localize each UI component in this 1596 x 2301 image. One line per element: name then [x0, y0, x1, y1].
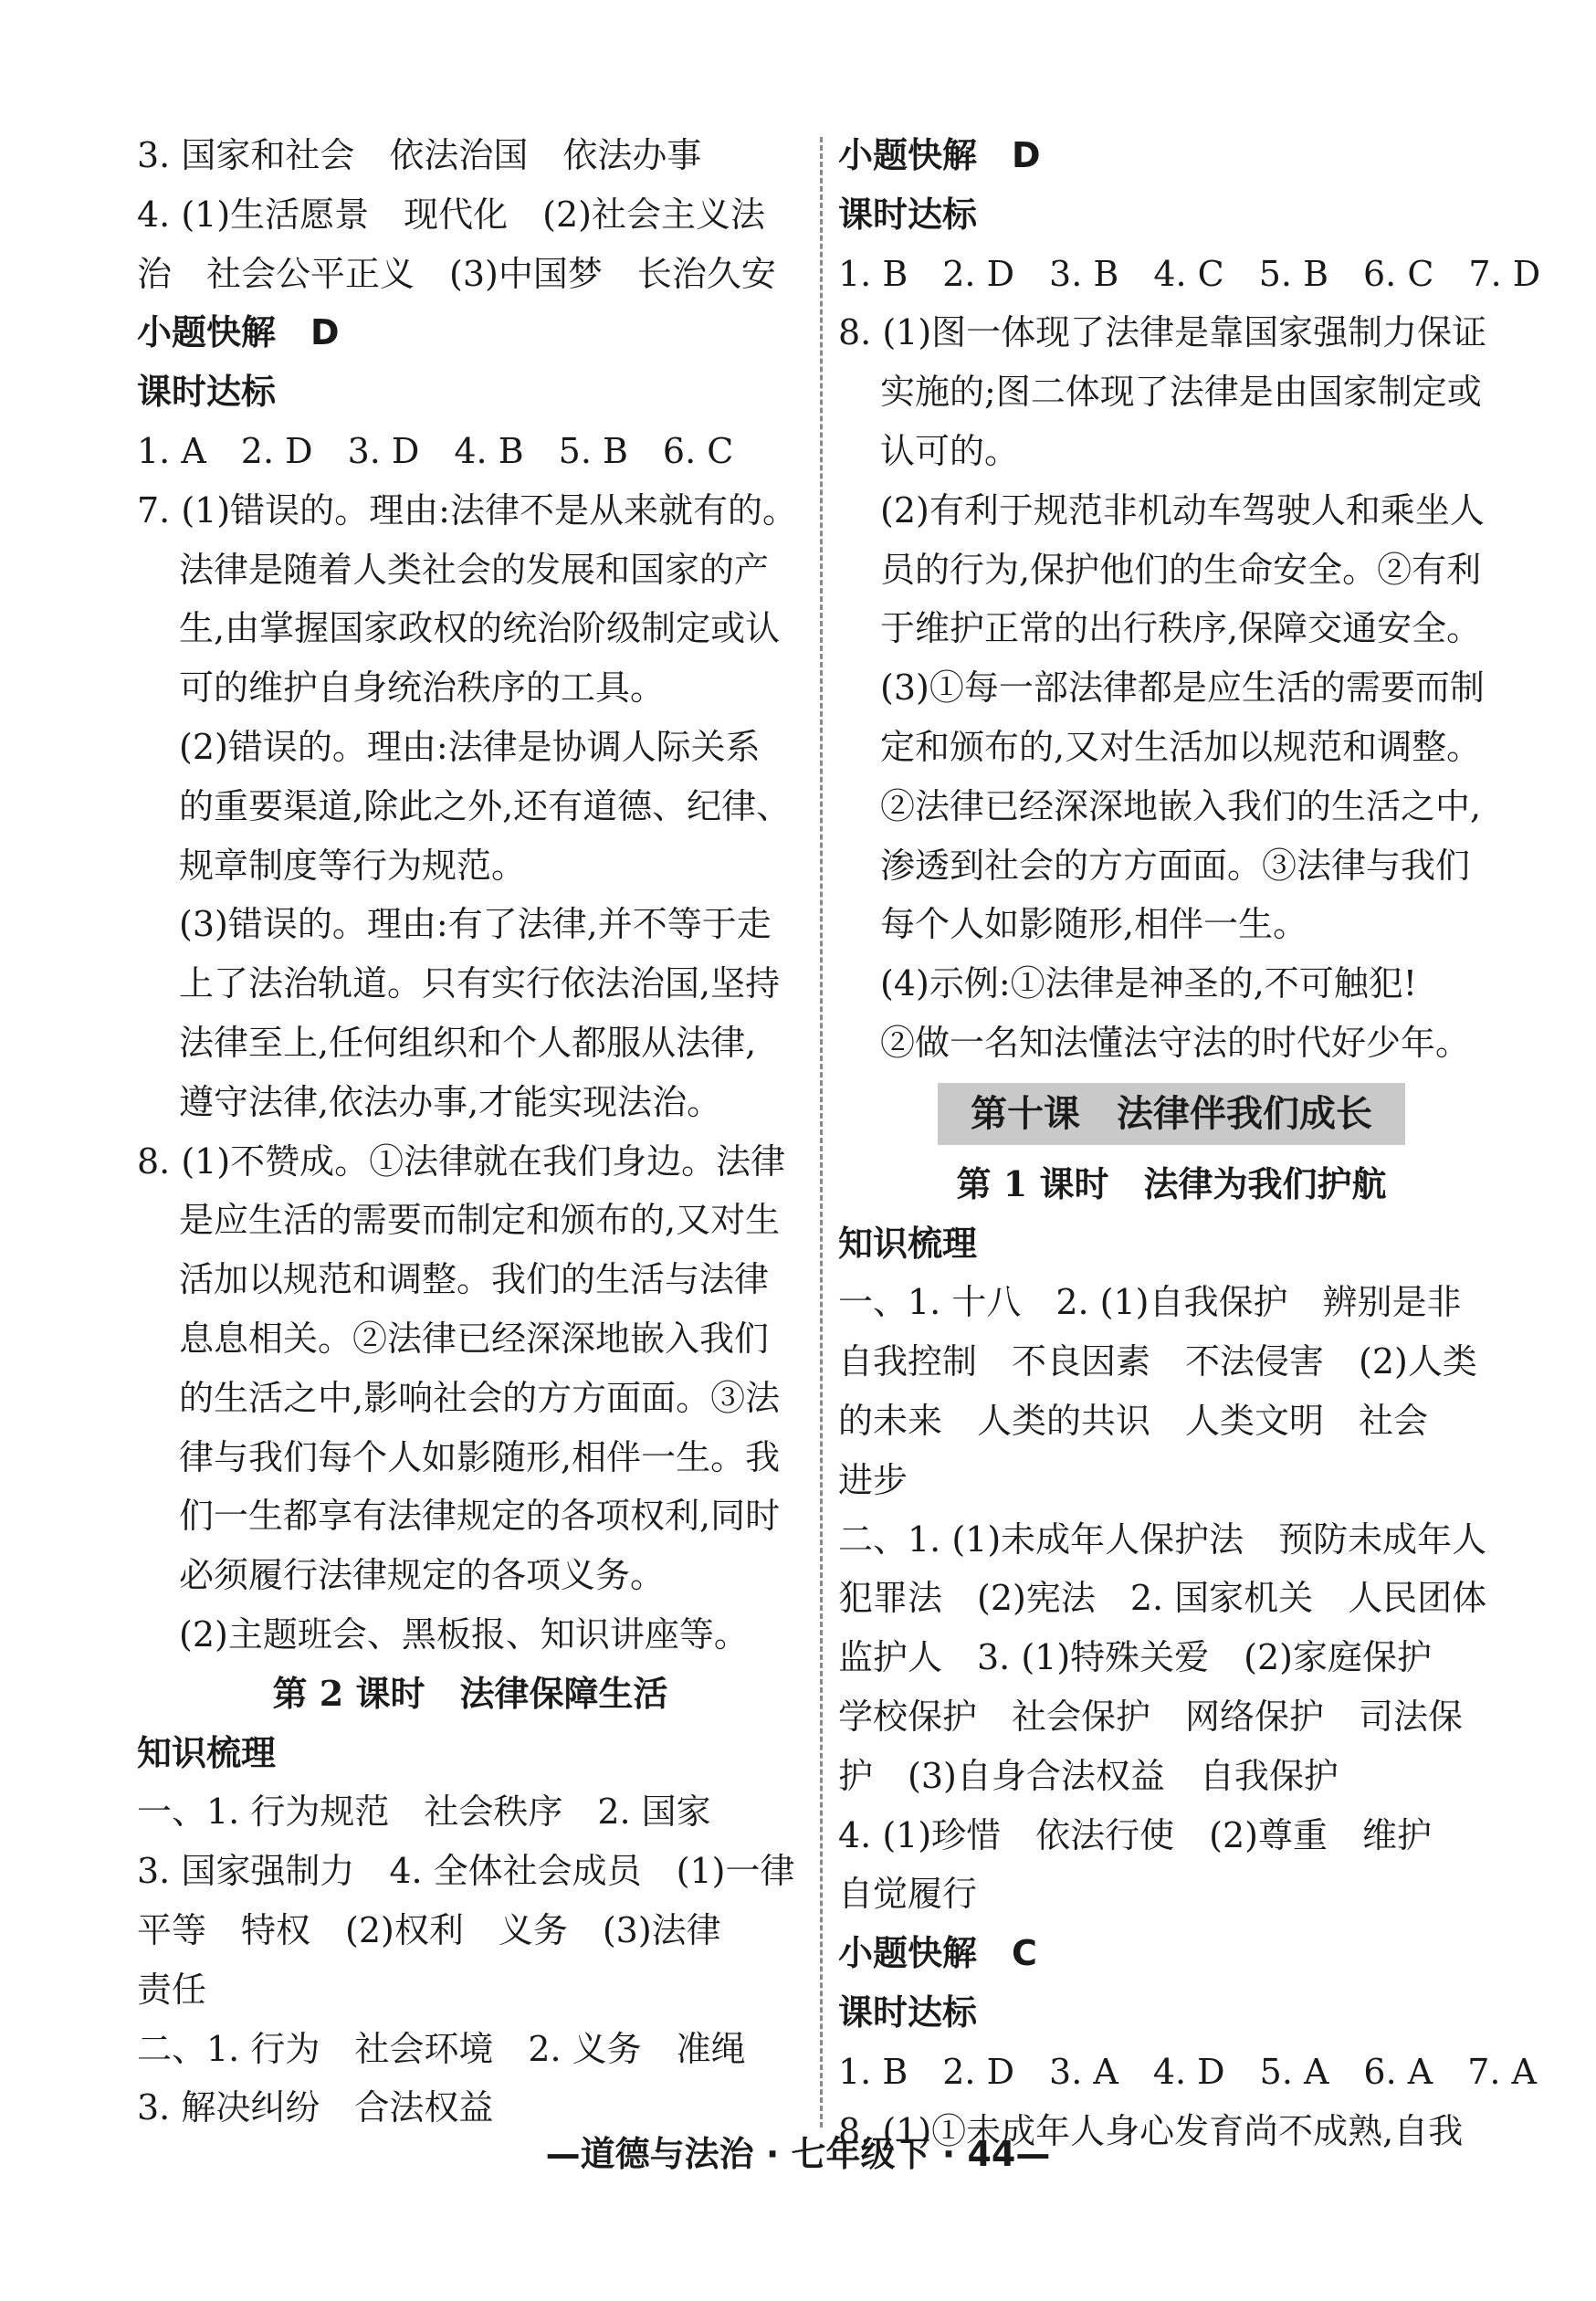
page-footer: —道德与法治 · 七年级下 · 44—: [545, 2134, 1051, 2174]
text-line: (3)①每一部法律都是应生活的需要而制: [880, 667, 1485, 709]
text-line: 治 社会公平正义 (3)中国梦 长治久安: [137, 253, 776, 294]
text-line: 活加以规范和调整。我们的生活与法律: [179, 1259, 770, 1300]
text-line: 实施的;图二体现了法律是由国家制定或: [880, 372, 1482, 413]
text-line: 平等 特权 (2)权利 义务 (3)法律: [137, 1909, 721, 1950]
text-line: ②法律已经深深地嵌入我们的生活之中,: [880, 785, 1482, 826]
text-line: 息息相关。②法律已经深深地嵌入我们: [179, 1318, 770, 1359]
text-line: 一、1. 行为规范 社会秩序 2. 国家: [137, 1791, 711, 1833]
text-line: 遵守法律,依法办事,才能实现法治。: [179, 1081, 722, 1122]
text-line: 自我控制 不良因素 不法侵害 (2)人类: [838, 1341, 1477, 1382]
section-heading: 小题快解 D: [137, 312, 340, 353]
text-line: 自觉履行: [838, 1874, 978, 1915]
text-line: 律与我们每个人如影随形,相伴一生。我: [179, 1436, 781, 1477]
text-line: 一、1. 十八 2. (1)自我保护 辨别是非: [838, 1282, 1462, 1323]
text-line: 的未来 人类的共识 人类文明 社会: [838, 1400, 1429, 1441]
chapter-banner: [838, 1073, 1505, 1155]
chapter-title: 第十课 法律伴我们成长: [938, 1083, 1405, 1145]
text-line: 进步: [838, 1459, 908, 1500]
text-line: (2)主题班会、黑板报、知识讲座等。: [179, 1613, 749, 1655]
text-line: 二、1. 行为 社会环境 2. 义务 准绳: [137, 2028, 746, 2069]
text-line: 规章制度等行为规范。: [179, 845, 527, 886]
lesson-title: 第 2 课时 法律保障生活: [272, 1672, 668, 1714]
text-line: (2)错误的。理由:法律是协调人际关系: [179, 726, 761, 767]
left-column: [137, 126, 803, 2138]
section-heading: 知识梳理: [137, 1732, 277, 1773]
text-line: 可的维护自身统治秩序的工具。: [179, 667, 666, 709]
text-line: 1. B 2. D 3. A 4. D 5. A 6. A 7. A: [838, 2051, 1537, 2092]
text-line: 4. (1)生活愿景 现代化 (2)社会主义法: [137, 194, 765, 235]
text-line: 7. (1)错误的。理由:法律不是从来就有的。: [137, 489, 797, 531]
text-line: 3. 国家强制力 4. 全体社会成员 (1)一律: [137, 1851, 795, 1892]
section-heading: 课时达标: [838, 1991, 978, 2033]
text-line: 定和颁布的,又对生活加以规范和调整。: [880, 726, 1482, 767]
text-line: 员的行为,保护他们的生命安全。②有利: [880, 549, 1482, 590]
text-line: 每个人如影随形,相伴一生。: [880, 904, 1308, 945]
text-line: 渗透到社会的方方面面。③法律与我们: [880, 845, 1471, 886]
text-line: 护 (3)自身合法权益 自我保护: [838, 1755, 1339, 1796]
text-line: 上了法治轨道。只有实行依法治国,坚持: [179, 963, 781, 1004]
text-line: 的生活之中,影响社会的方方面面。③法: [179, 1377, 781, 1418]
text-line: (3)错误的。理由:有了法律,并不等于走: [179, 904, 772, 945]
column-divider: [820, 137, 823, 2128]
text-line: 认可的。: [880, 430, 1020, 471]
text-line: 生,由掌握国家政权的统治阶级制定或认: [179, 608, 781, 649]
text-line: 1. B 2. D 3. B 4. C 5. B 6. C 7. D: [838, 253, 1541, 294]
lesson-title: 第 1 课时 法律为我们护航: [956, 1162, 1387, 1204]
text-line: (2)有利于规范非机动车驾驶人和乘坐人: [880, 489, 1485, 531]
text-line: 8. (1)①未成年人身心发育尚不成熟,自我: [838, 2110, 1464, 2151]
text-line: ②做一名知法懂法守法的时代好少年。: [880, 1022, 1471, 1063]
text-line: 4. (1)珍惜 依法行使 (2)尊重 维护: [838, 1814, 1432, 1855]
text-line: 责任: [137, 1969, 207, 2010]
text-line: 1. A 2. D 3. D 4. B 5. B 6. C: [137, 430, 734, 471]
text-line: 3. 解决纠纷 合法权益: [137, 2087, 494, 2128]
text-line: 必须履行法律规定的各项义务。: [179, 1555, 666, 1596]
section-heading: 课时达标: [838, 194, 978, 235]
text-line: 8. (1)图一体现了法律是靠国家强制力保证: [838, 312, 1487, 353]
section-heading: 小题快解 D: [838, 135, 1041, 175]
text-line: 3. 国家和社会 依法治国 依法办事: [137, 135, 702, 175]
text-line: 8. (1)不赞成。①法律就在我们身边。法律: [137, 1140, 786, 1182]
text-line: 是应生活的需要而制定和颁布的,又对生: [179, 1200, 781, 1241]
text-line: (4)示例:①法律是神圣的,不可触犯!: [880, 963, 1417, 1004]
text-line: 监护人 3. (1)特殊关爱 (2)家庭保护: [838, 1637, 1432, 1678]
text-line: 们一生都享有法律规定的各项权利,同时: [179, 1496, 781, 1537]
text-line: 学校保护 社会保护 网络保护 司法保: [838, 1696, 1464, 1737]
text-line: 法律是随着人类社会的发展和国家的产: [179, 549, 770, 590]
text-line: 犯罪法 (2)宪法 2. 国家机关 人民团体: [838, 1578, 1487, 1619]
section-heading: 小题快解 C: [838, 1933, 1037, 1974]
section-heading: 知识梳理: [838, 1223, 978, 1264]
right-column: [838, 126, 1541, 2160]
text-line: 法律至上,任何组织和个人都服从法律,: [179, 1022, 757, 1063]
text-line: 二、1. (1)未成年人保护法 预防未成年人: [838, 1518, 1487, 1560]
section-heading: 课时达标: [137, 372, 277, 413]
text-line: 于维护正常的出行秩序,保障交通安全。: [880, 608, 1482, 649]
text-line: 的重要渠道,除此之外,还有道德、纪律、: [179, 785, 792, 826]
